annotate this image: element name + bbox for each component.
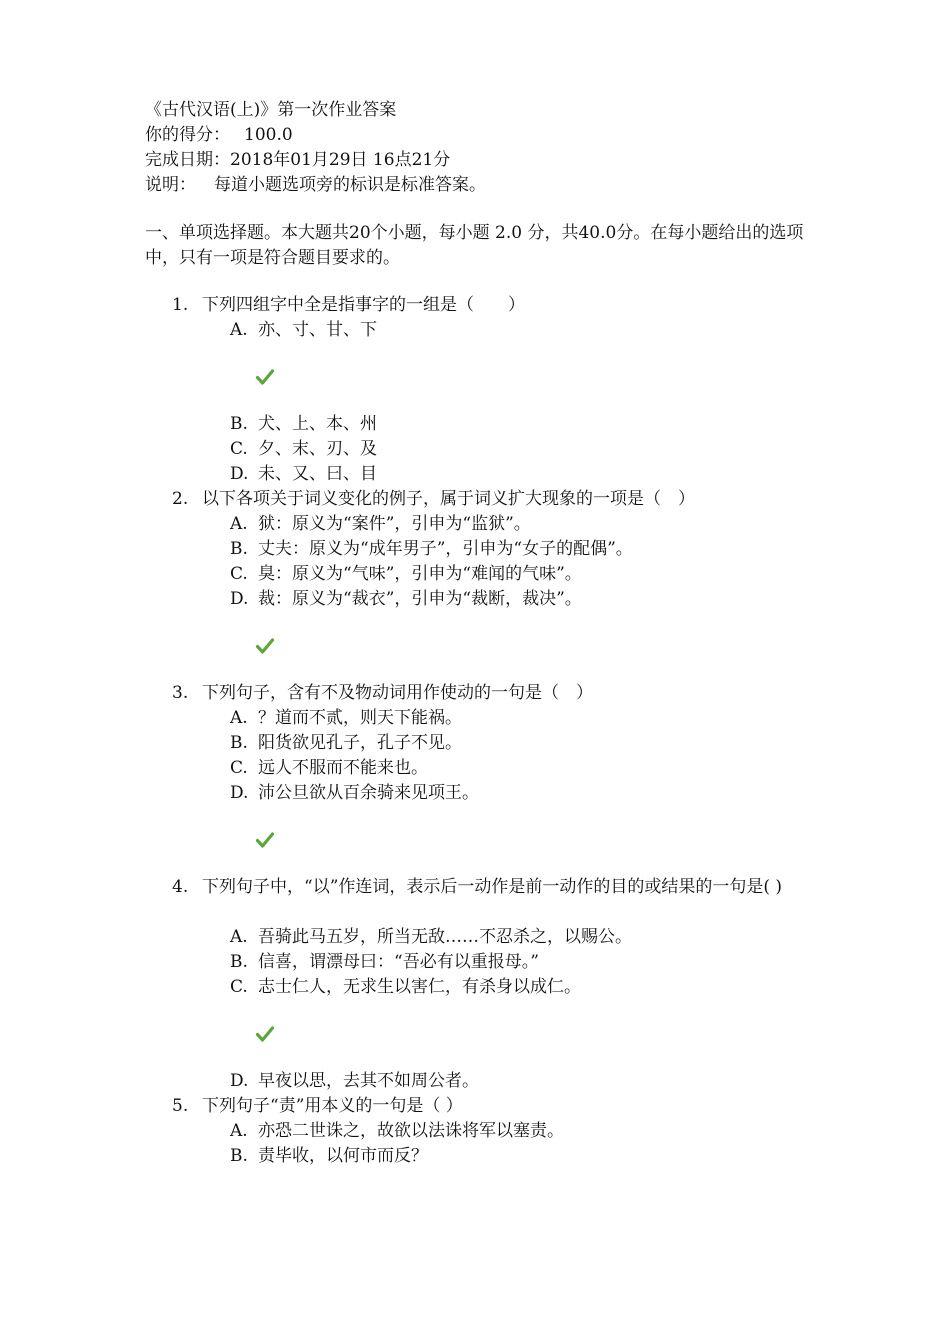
question-text: 下列四组字中全是指事字的一组是（ ）	[202, 295, 525, 315]
question-3	[172, 681, 812, 706]
date-value: 2018年01月29日 16点21分	[230, 150, 451, 170]
option-3d: D. 沛公旦欲从百余骑来见项王。	[230, 783, 479, 803]
question-number: 4.	[172, 877, 189, 897]
document-title: 《古代汉语(上)》第一次作业答案	[145, 100, 397, 120]
option-3c: C. 远人不服而不能来也。	[230, 758, 428, 778]
question-number: 1.	[172, 295, 189, 315]
option-1a: A. 亦、寸、甘、下	[230, 320, 377, 340]
option-2c: C. 臭：原义为“气味”，引申为“难闻的气味”。	[230, 564, 582, 584]
option-2b: B. 丈夫：原义为“成年男子”，引申为“女子的配偶”。	[230, 539, 633, 559]
question-4	[172, 875, 812, 900]
note-label: 说明：	[145, 175, 196, 195]
option-3b: B. 阳货欲见孔子，孔子不见。	[230, 733, 462, 753]
option-4b: B. 信喜，谓漂母曰：“吾必有以重报母。”	[230, 952, 539, 972]
question-text: 以下各项关于词义变化的例子，属于词义扩大现象的一项是（ ）	[202, 489, 695, 509]
question-text: 下列句子中，“以”作连词，表示后一动作是前一动作的目的或结果的一句是( )	[202, 877, 783, 897]
option-5a: A. 亦恐二世诛之，故欲以法诛将军以塞责。	[230, 1121, 564, 1141]
option-2d: D. 裁：原义为“裁衣”，引申为“裁断，裁决”。	[230, 589, 582, 609]
checkmark-icon	[256, 1026, 274, 1042]
option-4a: A. 吾骑此马五岁，所当无敌……不忍杀之，以赐公。	[230, 927, 632, 947]
checkmark-icon	[256, 369, 274, 385]
question-number: 2.	[172, 489, 189, 509]
question-1	[172, 293, 812, 318]
checkmark-icon	[256, 832, 274, 848]
option-5b: B. 责毕收，以何市而反？	[230, 1146, 428, 1166]
question-number: 5.	[172, 1096, 189, 1116]
question-2	[172, 487, 812, 512]
option-4c: C. 志士仁人，无求生以害仁，有杀身以成仁。	[230, 977, 581, 997]
date-label: 完成日期：	[145, 150, 230, 170]
option-1c: C. 夕、末、刃、及	[230, 439, 377, 459]
score-value: 100.0	[244, 125, 293, 145]
note-row	[145, 173, 486, 198]
option-3a: A. ？道而不贰，则天下能祸。	[230, 708, 462, 728]
score-row	[145, 123, 293, 148]
section-title: 一、单项选择题。本大题共20个小题，每小题 2.0 分，共40.0分。在每小题给出的选项中，只有一项是符合题目要求的。	[145, 223, 804, 268]
question-text: 下列句子，含有不及物动词用作使动的一句是（ ）	[202, 683, 593, 703]
score-label: 你的得分：	[145, 125, 230, 145]
checkmark-icon	[256, 638, 274, 654]
date-row	[145, 148, 450, 173]
question-5	[172, 1094, 812, 1119]
question-number: 3.	[172, 683, 189, 703]
option-1d: D. 未、又、曰、目	[230, 464, 377, 484]
note-value: 每道小题选项旁的标识是标准答案。	[214, 175, 486, 195]
option-4d: D. 早夜以思，去其不如周公者。	[230, 1071, 479, 1091]
question-text: 下列句子“责”用本义的一句是（ ）	[202, 1096, 463, 1116]
option-1b: B. 犬、上、本、州	[230, 414, 377, 434]
option-2a: A. 狱：原义为“案件”，引申为“监狱”。	[230, 514, 531, 534]
